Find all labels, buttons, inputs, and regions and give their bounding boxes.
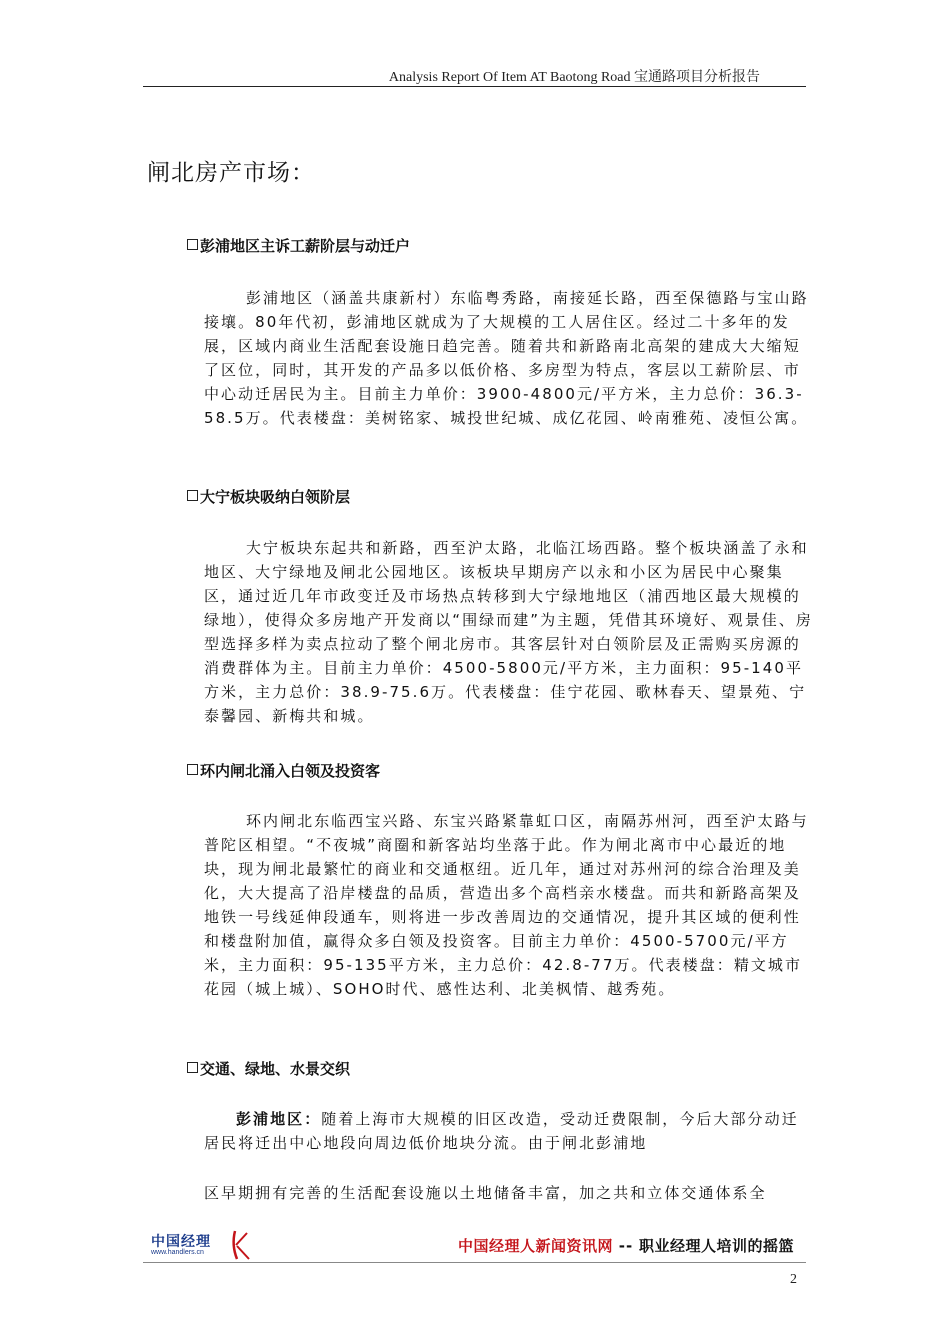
checkbox-square-icon [187, 239, 198, 250]
checkbox-square-icon [187, 1062, 198, 1073]
section-heading-huannei [187, 760, 380, 781]
slogan-tagline: 职业经理人培训的摇篮 [638, 1237, 794, 1255]
paragraph-body: 随着上海市大规模的旧区改造，受动迁费限制，今后大部分动迁居民将迁出中心地段向周边低价地块分流。由于闸北彭浦地 [204, 1110, 799, 1152]
section-heading-traffic [187, 1058, 350, 1079]
section-heading-pengpu [187, 235, 410, 256]
paragraph-lead: 彭浦地区： [236, 1110, 322, 1128]
footer-logo [143, 1229, 253, 1263]
page-number: 2 [790, 1272, 797, 1287]
logo-text: 中国经理 [151, 1234, 211, 1250]
checkbox-square-icon [187, 490, 198, 501]
section-heading-text: 环内闸北涌入白领及投资客 [200, 762, 381, 780]
section-heading-daning [187, 486, 350, 507]
section-paragraph-continuation: 区早期拥有完善的生活配套设施以土地储备丰富，加之共和立体交通体系全 [204, 1184, 767, 1202]
section-paragraph-daning: 大宁板块东起共和新路，西至沪太路，北临江场西路。整个板块涵盖了永和地区、大宁绿地及闸北公园地区。该板块早期房产以永和小区为居民中心聚集区，通过近几年市政变迁及市场热点转移到大宁绿地地区（浦西地区最大规模的绿地），使得众多房地产开发商以“围绿而建”为主题，凭借其环境好、观景佳、房型选择多样为卖点拉动了整个闸北房市。其客层针对白领阶层及正需购买房源的消费群体为主。目前主力单价：4500-5800元/平方米，主力面积：95-140平方米，主力总价：38.9-75.6万。代表楼盘：佳宁花园、歌林春天、望景苑、宁泰馨园、新梅共和城。 [204, 539, 813, 725]
slogan-separator: -- [618, 1237, 634, 1255]
logo-url: www.handlers.cn [151, 1249, 204, 1256]
checkbox-square-icon [187, 764, 198, 775]
section-heading-text: 交通、绿地、水景交织 [200, 1060, 351, 1078]
section-paragraph-pengpu: 彭浦地区（涵盖共康新村）东临粤秀路，南接延长路，西至保德路与宝山路接壤。80年代初，彭浦地区就成为了大规模的工人居住区。经过二十多年的发展，区域内商业生活配套设施日趋完善。随着共和新路南北高架的建成大大缩短了区位，同时，其开发的产品多以低价格、多房型为特点，客层以工薪阶层、市中心动迁居民为主。目前主力单价：3900-4800元/平方米，主力总价：36.3-58.5万。代表楼盘：美树铭家、城投世纪城、成亿花园、岭南雅苑、凌恒公寓。 [204, 289, 809, 427]
slogan-site-name: 中国经理人新闻资讯网 [458, 1237, 614, 1255]
footer-divider [143, 1262, 806, 1263]
section-heading-text: 大宁板块吸纳白领阶层 [200, 488, 351, 506]
logo-mark-icon [227, 1229, 253, 1261]
section-paragraph-huannei: 环内闸北东临西宝兴路、东宝兴路紧靠虹口区，南隔苏州河，西至沪太路与普陀区相望。“不夜城”商圈和新客站均坐落于此。作为闸北离市中心最近的地块，现为闸北最繁忙的商业和交通枢纽。近几年，通过对苏州河的综合治理及美化，大大提高了沿岸楼盘的品质，营造出多个高档亲水楼盘。而共和新路高架及地铁一号线延伸段通车，则将进一步改善周边的交通情况，提升其区域的便利性和楼盘附加值，赢得众多白领及投资客。目前主力单价：4500-5700元/平方米，主力面积：95-135平方米，主力总价：42.8-77万。代表楼盘：精文城市花园（城上城）、SOHO时代、感性达利、北美枫情、越秀苑。 [204, 812, 809, 998]
footer-slogan [458, 1235, 794, 1256]
header-divider [143, 86, 806, 87]
section-paragraph-traffic [204, 1107, 814, 1155]
page-title: 闸北房产市场： [147, 160, 315, 186]
section-heading-text: 彭浦地区主诉工薪阶层与动迁户 [200, 237, 411, 255]
running-header: Analysis Report Of Item AT Baotong Road 宝通路项目分析报告 [388, 70, 760, 85]
